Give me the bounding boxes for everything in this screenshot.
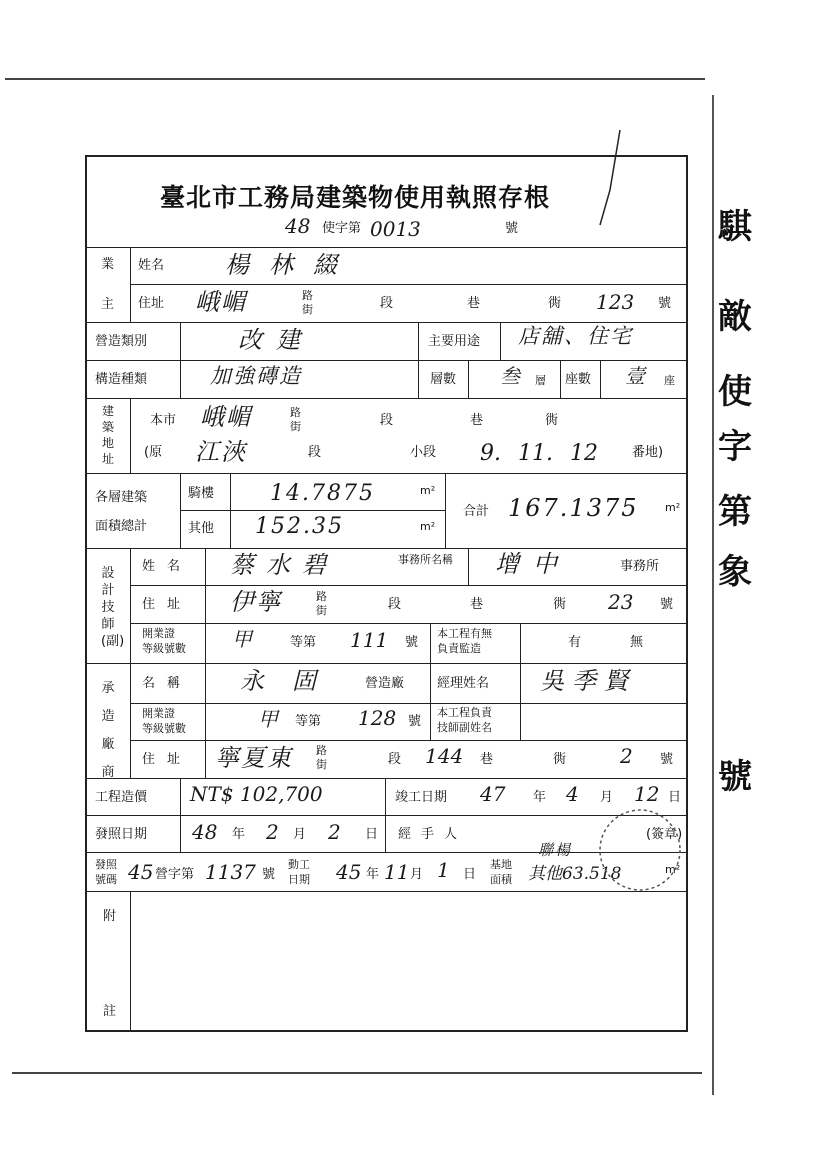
col-line [560, 360, 561, 398]
contractor-name-suffix: 營造廠 [365, 676, 405, 691]
issue-year: 48 [192, 820, 218, 844]
designer-section-label: 段 [388, 597, 402, 612]
permit-number: 0013 [370, 217, 421, 241]
contractor-section-label: 段 [388, 752, 402, 767]
form-right-border [686, 155, 688, 1032]
category-value: 改建 [238, 326, 314, 354]
col-line [130, 891, 131, 1030]
owner-address-value: 峨嵋 [195, 288, 247, 316]
designer-street-label: 街 [316, 604, 327, 617]
col-line [180, 815, 181, 852]
col-line [385, 815, 386, 852]
site-label-1: 基地 [490, 858, 512, 871]
building-lane-label: 巷 [470, 413, 484, 428]
area-group-1: 各層建築 [95, 490, 148, 505]
designer-number-value: 23 [608, 590, 634, 614]
permit-type-label: 營字第 [155, 867, 195, 882]
designer-license-suffix: 號 [405, 635, 419, 650]
floors-value: 叁 [500, 364, 522, 388]
col-line [430, 623, 431, 663]
designer-lane-label: 巷 [470, 597, 484, 612]
margin-fragment: 使 [718, 372, 752, 412]
remarks-bottom: 註 [103, 1004, 117, 1019]
issue-day-label: 日 [365, 827, 379, 842]
col-line [180, 473, 181, 548]
col-line [418, 322, 419, 398]
owner-name-value: 楊林綴 [225, 251, 357, 279]
col-line [130, 663, 131, 778]
handler-value: 聯楊 [538, 841, 573, 859]
designer-license-label-2: 等級號數 [142, 642, 186, 655]
floors-label: 層數 [430, 372, 457, 387]
row-line [130, 623, 688, 624]
permit-label-1: 發照 [95, 858, 117, 871]
cost-label: 工程造價 [95, 790, 148, 805]
completion-day-label: 日 [668, 790, 682, 805]
contractor-license-suffix: 號 [408, 714, 422, 729]
row-line [130, 284, 688, 285]
owner-street-label: 街 [302, 303, 313, 316]
site-label-2: 面積 [490, 873, 512, 886]
row-line [85, 473, 688, 474]
building-st-label: 衖 [545, 413, 559, 428]
supervise-label-2: 負責監造 [437, 642, 481, 655]
tech-label-1: 本工程負責 [437, 706, 492, 719]
office-label: 事務所名稱 [398, 553, 453, 566]
col-line [445, 473, 446, 548]
total-value: 167.1375 [508, 494, 639, 522]
manager-value: 吳季賢 [540, 667, 636, 695]
col-line [180, 778, 181, 815]
building-section-label: 段 [380, 413, 394, 428]
contractor-lane-label: 巷 [480, 752, 494, 767]
main-use-value: 店舖、住宅 [518, 324, 633, 348]
blocks-label: 座數 [565, 372, 592, 387]
handler-label: 經手人 [398, 827, 468, 842]
other-label: 其他 [188, 521, 215, 536]
seal-label: (簽章) [646, 827, 683, 842]
col-line [520, 663, 521, 740]
row-line [85, 778, 688, 779]
col-line [130, 247, 131, 322]
manager-label: 經理姓名 [437, 676, 490, 691]
col-line [130, 548, 131, 663]
start-year: 45 [336, 860, 362, 884]
remarks-top: 附 [103, 909, 117, 924]
total-label: 合計 [463, 504, 490, 519]
row-line [180, 510, 445, 511]
completion-label: 竣工日期 [395, 790, 448, 805]
arcade-unit: m² [420, 484, 436, 497]
original-section-label: 段 [308, 445, 322, 460]
blocks-unit: 座 [664, 374, 675, 387]
arcade-value: 14.7875 [270, 481, 375, 506]
designer-license-number: 111 [350, 628, 389, 652]
col-line [230, 473, 231, 548]
margin-fragment: 字 [718, 427, 752, 467]
owner-number-suffix: 號 [658, 296, 672, 311]
completion-month-label: 月 [600, 790, 614, 805]
city-label: 本市 [150, 413, 177, 428]
completion-day: 12 [634, 782, 660, 806]
blocks-value: 壹 [625, 364, 647, 388]
designer-license-grade: 甲 [232, 627, 254, 651]
building-street-label: 街 [290, 420, 301, 433]
start-day: 1 [437, 858, 450, 882]
col-line [520, 623, 521, 663]
site-value: 其他63.518 [528, 864, 622, 884]
col-line [205, 663, 206, 778]
completion-year: 47 [480, 782, 506, 806]
category-label: 營造類別 [95, 334, 148, 349]
form-left-border [85, 155, 87, 1032]
designer-name-label: 姓名 [142, 559, 193, 574]
designer-group: 設計技師(副) [101, 566, 125, 649]
owner-lane-label: 巷 [467, 296, 481, 311]
start-month-label: 月 [410, 867, 424, 882]
main-use-label: 主要用途 [428, 334, 481, 349]
contractor-group: 承造廠商 [101, 681, 115, 780]
contractor-st-label: 衖 [553, 752, 567, 767]
owner-section-label: 段 [380, 296, 394, 311]
owner-group-bottom: 主 [101, 297, 115, 312]
permit-year-value: 45 [128, 860, 154, 884]
contractor-address-label: 住址 [142, 752, 193, 767]
col-line [385, 778, 386, 815]
tech-label-2: 技師副姓名 [437, 721, 492, 734]
designer-st-label: 衖 [553, 597, 567, 612]
margin-fragment: 號 [718, 757, 752, 797]
contractor-number-suffix: 號 [660, 752, 674, 767]
owner-number-value: 123 [596, 290, 635, 314]
building-road-label: 路 [290, 406, 301, 419]
office-value: 增中 [495, 550, 571, 578]
margin-fragment: 象 [718, 552, 752, 592]
owner-address-label: 住址 [138, 296, 165, 311]
contractor-license-label-2: 等級號數 [142, 722, 186, 735]
signature-stroke [590, 130, 630, 230]
designer-address-label: 住址 [142, 597, 193, 612]
page-title: 臺北市工務局建築物使用執照存根 [160, 183, 551, 212]
owner-st-label: 衖 [548, 296, 562, 311]
scan-edge-bottom [12, 1072, 702, 1074]
original-value: 江浹 [195, 438, 247, 466]
completion-month: 4 [566, 782, 579, 806]
contractor-license-mid: 等第 [295, 714, 322, 729]
scan-edge-top [5, 78, 705, 80]
lot-label: 番地) [632, 445, 664, 460]
contractor-license-grade: 甲 [258, 707, 280, 731]
contractor-lane-value: 144 [425, 744, 464, 768]
other-value: 152.35 [255, 514, 344, 539]
arcade-label: 騎樓 [188, 486, 215, 501]
permit-number-suffix: 號 [262, 867, 276, 882]
row-line [85, 548, 688, 549]
row-line [85, 360, 688, 361]
designer-road-label: 路 [316, 590, 327, 603]
contractor-road-label: 路 [316, 744, 327, 757]
supervise-label-1: 本工程有無 [437, 627, 492, 640]
col-line [500, 322, 501, 360]
owner-group-top: 業 [101, 257, 115, 272]
row-line [85, 247, 688, 248]
issue-year-label: 年 [232, 827, 246, 842]
owner-road-label: 路 [302, 289, 313, 302]
subsection-label: 小段 [410, 445, 437, 460]
contractor-name-value: 永固 [240, 667, 344, 695]
designer-name-value: 蔡水碧 [230, 551, 338, 579]
row-line [85, 322, 688, 323]
contractor-street-label: 街 [316, 758, 327, 771]
start-day-label: 日 [463, 867, 477, 882]
margin-fragment: 第 [718, 492, 752, 532]
building-address-group: 建築地址 [101, 404, 114, 466]
row-line [85, 663, 688, 664]
issue-day: 2 [328, 820, 341, 844]
col-line [468, 548, 469, 585]
office-suffix: 事務所 [620, 559, 660, 574]
row-line [130, 585, 688, 586]
start-label-1: 動工 [288, 858, 310, 871]
col-line [600, 360, 601, 398]
col-line [430, 663, 431, 740]
col-line [130, 398, 131, 473]
supervise-yes: 有 [568, 635, 582, 650]
col-line [180, 322, 181, 398]
area-group-2: 面積總計 [95, 519, 148, 534]
permit-year: 48 [285, 214, 311, 238]
margin-fragment: 敵 [718, 297, 752, 337]
structure-label: 構造種類 [95, 372, 148, 387]
completion-year-label: 年 [533, 790, 547, 805]
permit-suffix: 號 [505, 221, 519, 236]
other-unit: m² [420, 520, 436, 533]
permit-prefix: 使字第 [322, 221, 362, 236]
owner-name-label: 姓名 [138, 258, 165, 273]
contractor-name-label: 名稱 [142, 676, 193, 691]
designer-license-label-1: 開業證 [142, 627, 175, 640]
floors-unit: 層 [535, 374, 546, 387]
designer-address-value: 伊寧 [230, 588, 282, 616]
row-line [85, 398, 688, 399]
structure-value: 加強磚造 [210, 364, 302, 388]
permit-number-value: 1137 [205, 860, 256, 884]
row-line [130, 740, 688, 741]
issue-label: 發照日期 [95, 827, 148, 842]
original-prefix: (原 [144, 445, 163, 460]
col-line [468, 360, 469, 398]
start-month: 11 [384, 860, 410, 884]
issue-month-label: 月 [293, 827, 307, 842]
designer-license-mid: 等第 [290, 635, 317, 650]
contractor-license-label-1: 開業證 [142, 707, 175, 720]
start-year-label: 年 [366, 867, 380, 882]
total-unit: m² [665, 501, 681, 514]
supervise-no: 無 [630, 635, 644, 650]
row-line [130, 703, 688, 704]
seal-stamp [590, 800, 690, 900]
scan-edge-right [712, 95, 714, 1095]
designer-number-suffix: 號 [660, 597, 674, 612]
cost-value: NT$ 102,700 [190, 782, 323, 806]
contractor-address-value: 寧夏東 [215, 744, 293, 772]
col-line [205, 548, 206, 663]
start-label-2: 日期 [288, 873, 310, 886]
contractor-license-number: 128 [358, 706, 397, 730]
permit-label-2: 號碼 [95, 873, 117, 886]
site-unit: m² [665, 863, 681, 876]
margin-fragment: 騏 [718, 207, 752, 247]
form-bottom-border [85, 1030, 688, 1032]
issue-month: 2 [266, 820, 279, 844]
lot-value: 9. 11. 12 [480, 441, 598, 466]
contractor-number-value: 2 [620, 744, 633, 768]
building-road-value: 峨嵋 [200, 403, 252, 431]
